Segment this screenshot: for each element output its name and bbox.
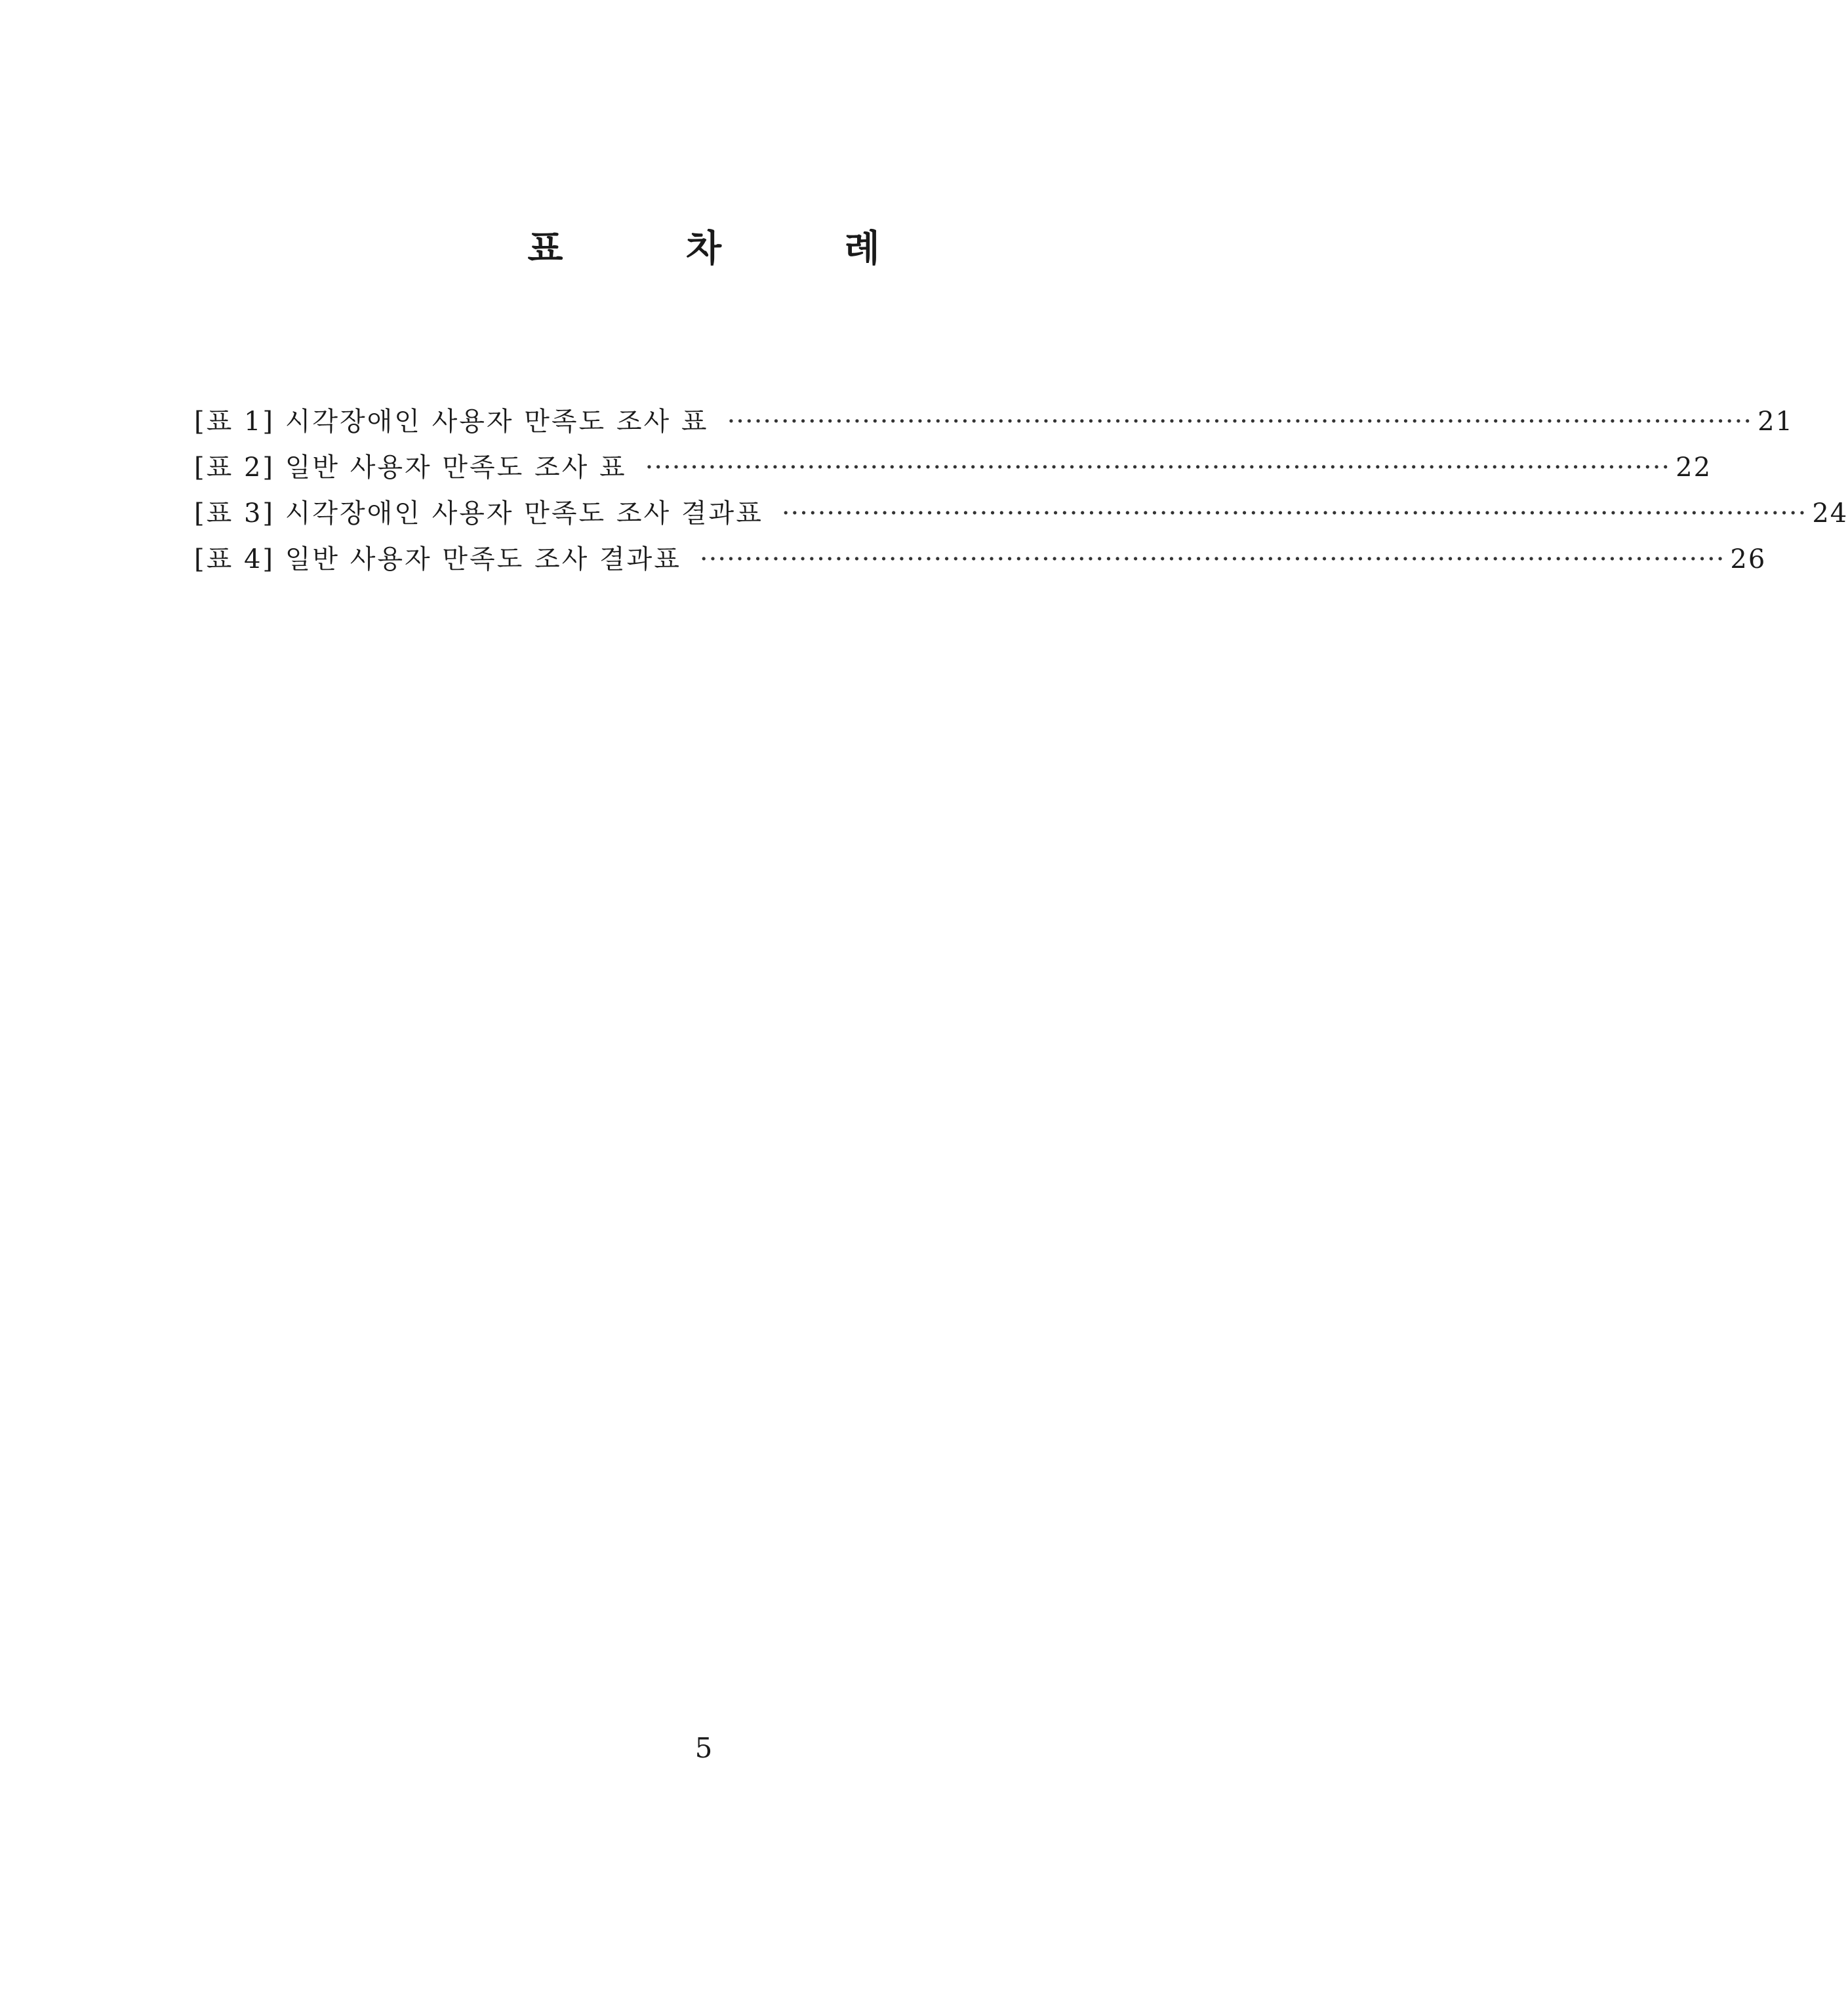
title-char-1: 표 (527, 228, 563, 270)
toc-entry-label: [표 3] 시각장애인 사용자 만족도 조사 결과표 (194, 498, 763, 529)
dot-leader: ·················································································································· (645, 452, 1671, 483)
table-of-tables (194, 399, 1848, 582)
toc-entry-page: 22 (1676, 452, 1712, 483)
toc-entry-label: [표 4] 일반 사용자 만족도 조사 결과표 (194, 544, 681, 574)
toc-entry-page: 21 (1758, 407, 1794, 437)
dot-leader: ·················································································································· (699, 544, 1725, 574)
toc-entry[interactable] (194, 399, 1794, 445)
toc-entry[interactable] (194, 491, 1848, 536)
toc-entry-page: 24 (1812, 498, 1848, 529)
toc-entry[interactable] (194, 445, 1712, 491)
title-char-3: 례 (844, 228, 880, 270)
toc-entry[interactable] (194, 536, 1767, 582)
dot-leader: ·················································································································· (727, 407, 1753, 437)
page-number: 5 (694, 1732, 713, 1764)
toc-entry-label: [표 2] 일반 사용자 만족도 조사 표 (194, 452, 627, 483)
toc-entry-page: 26 (1730, 544, 1767, 574)
toc-entry-label: [표 1] 시각장애인 사용자 만족도 조사 표 (194, 407, 709, 437)
title-char-2: 차 (685, 228, 722, 270)
dot-leader: ·················································································································· (781, 498, 1807, 529)
page-title (0, 226, 1407, 272)
